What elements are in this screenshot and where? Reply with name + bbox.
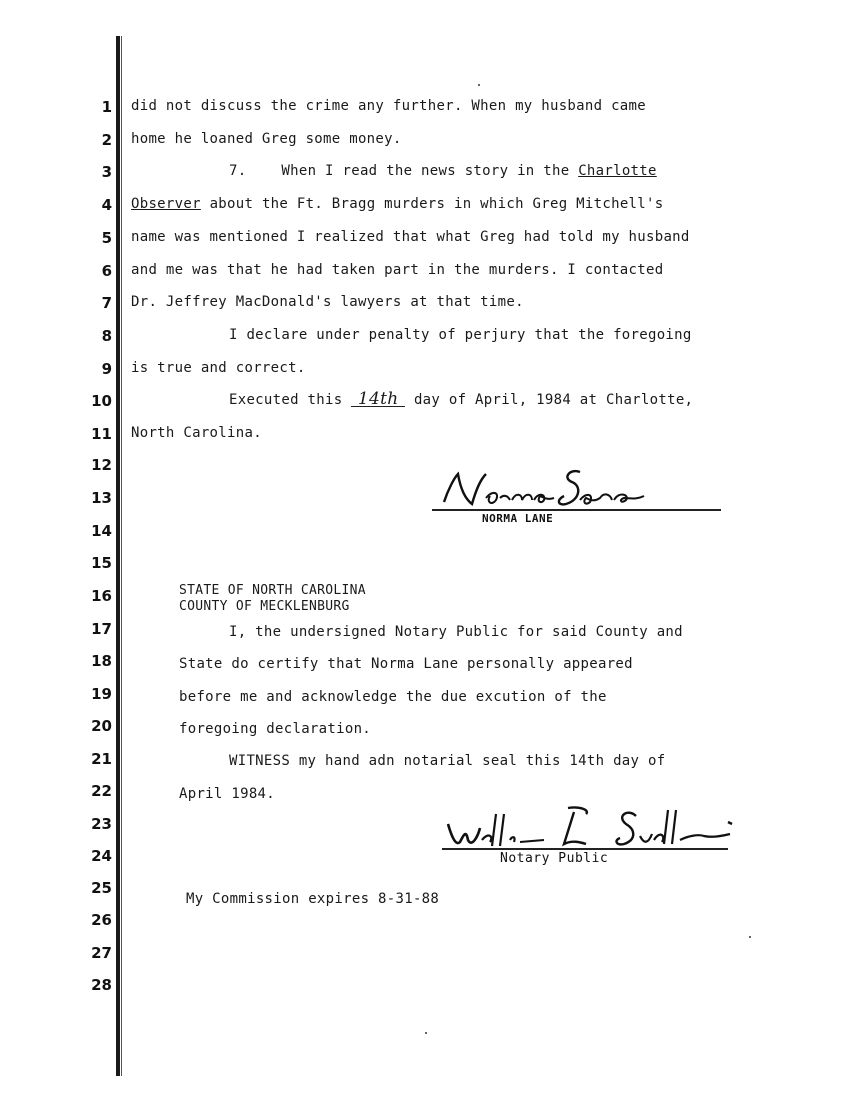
signature-line: [432, 509, 721, 511]
notary-line: WITNESS my hand adn notarial seal this 14th day of: [229, 753, 666, 769]
line-number: 16: [91, 587, 112, 605]
body-text: Executed this: [229, 392, 343, 408]
newspaper-name: Charlotte: [578, 163, 657, 179]
body-text: day of April, 1984 at Charlotte,: [413, 392, 694, 408]
line-number: 10: [91, 392, 112, 410]
line-number: 22: [91, 782, 112, 800]
line-number: 28: [91, 976, 112, 994]
declarant-name: NORMA LANE: [482, 512, 554, 525]
body-line: is true and correct.: [131, 360, 306, 376]
body-text: When I read the news story in the: [281, 163, 570, 179]
line-number: 19: [91, 685, 112, 703]
line-number: 15: [91, 554, 112, 572]
notary-line: before me and acknowledge the due excution of the: [179, 689, 607, 705]
margin-rule-inner: [121, 36, 122, 1076]
line-number: 13: [91, 489, 112, 507]
line-number: 5: [101, 229, 112, 247]
commission-expiry: My Commission expires 8-31-88: [186, 891, 440, 907]
line-number: 9: [101, 360, 112, 378]
line-number: 27: [91, 944, 112, 962]
body-line: [229, 389, 694, 409]
line-number: 4: [101, 196, 112, 214]
notary-signature-line: [442, 848, 728, 850]
line-number: 14: [91, 522, 112, 540]
notary-line: foregoing declaration.: [179, 721, 372, 737]
line-number: 21: [91, 750, 112, 768]
margin-rule: [116, 36, 120, 1076]
body-line: home he loaned Greg some money.: [131, 131, 402, 147]
line-number: 18: [91, 652, 112, 670]
declarant-signature: [430, 460, 670, 520]
body-line: and me was that he had taken part in the murders. I contacted: [131, 262, 664, 278]
scan-speck: [749, 936, 751, 938]
line-number: 3: [101, 163, 112, 181]
line-number: 23: [91, 815, 112, 833]
county-heading: COUNTY OF MECKLENBURG: [179, 599, 350, 614]
body-line: did not discuss the crime any further. When my husband came: [131, 98, 646, 114]
line-number: 7: [101, 294, 112, 312]
body-line: [131, 196, 663, 212]
line-number: 6: [101, 262, 112, 280]
paragraph-number: 7.: [229, 163, 247, 179]
line-number: 26: [91, 911, 112, 929]
newspaper-name: Observer: [131, 196, 201, 212]
body-text: about the Ft. Bragg murders in which Greg Mitchell's: [209, 196, 664, 212]
line-number: 24: [91, 847, 112, 865]
scan-speck: [425, 1032, 427, 1034]
body-line: North Carolina.: [131, 425, 262, 441]
scan-speck: [478, 84, 480, 86]
notary-line: I, the undersigned Notary Public for said County and: [229, 624, 683, 640]
line-number: 11: [91, 425, 112, 443]
line-number: 8: [101, 327, 112, 345]
handwritten-day: 14th: [351, 392, 405, 407]
notary-line: State do certify that Norma Lane personally appeared: [179, 656, 633, 672]
line-number: 20: [91, 717, 112, 735]
body-line: [229, 163, 657, 179]
line-number: 1: [101, 98, 112, 116]
line-number: 25: [91, 879, 112, 897]
line-number: 2: [101, 131, 112, 149]
notary-line: April 1984.: [179, 786, 276, 802]
body-line: I declare under penalty of perjury that the foregoing: [229, 327, 692, 343]
line-number: 17: [91, 620, 112, 638]
notary-caption: Notary Public: [500, 851, 609, 866]
line-number: 12: [91, 456, 112, 474]
body-line: name was mentioned I realized that what Greg had told my husband: [131, 229, 690, 245]
body-line: Dr. Jeffrey MacDonald's lawyers at that time.: [131, 294, 524, 310]
state-heading: STATE OF NORTH CAROLINA: [179, 583, 366, 598]
